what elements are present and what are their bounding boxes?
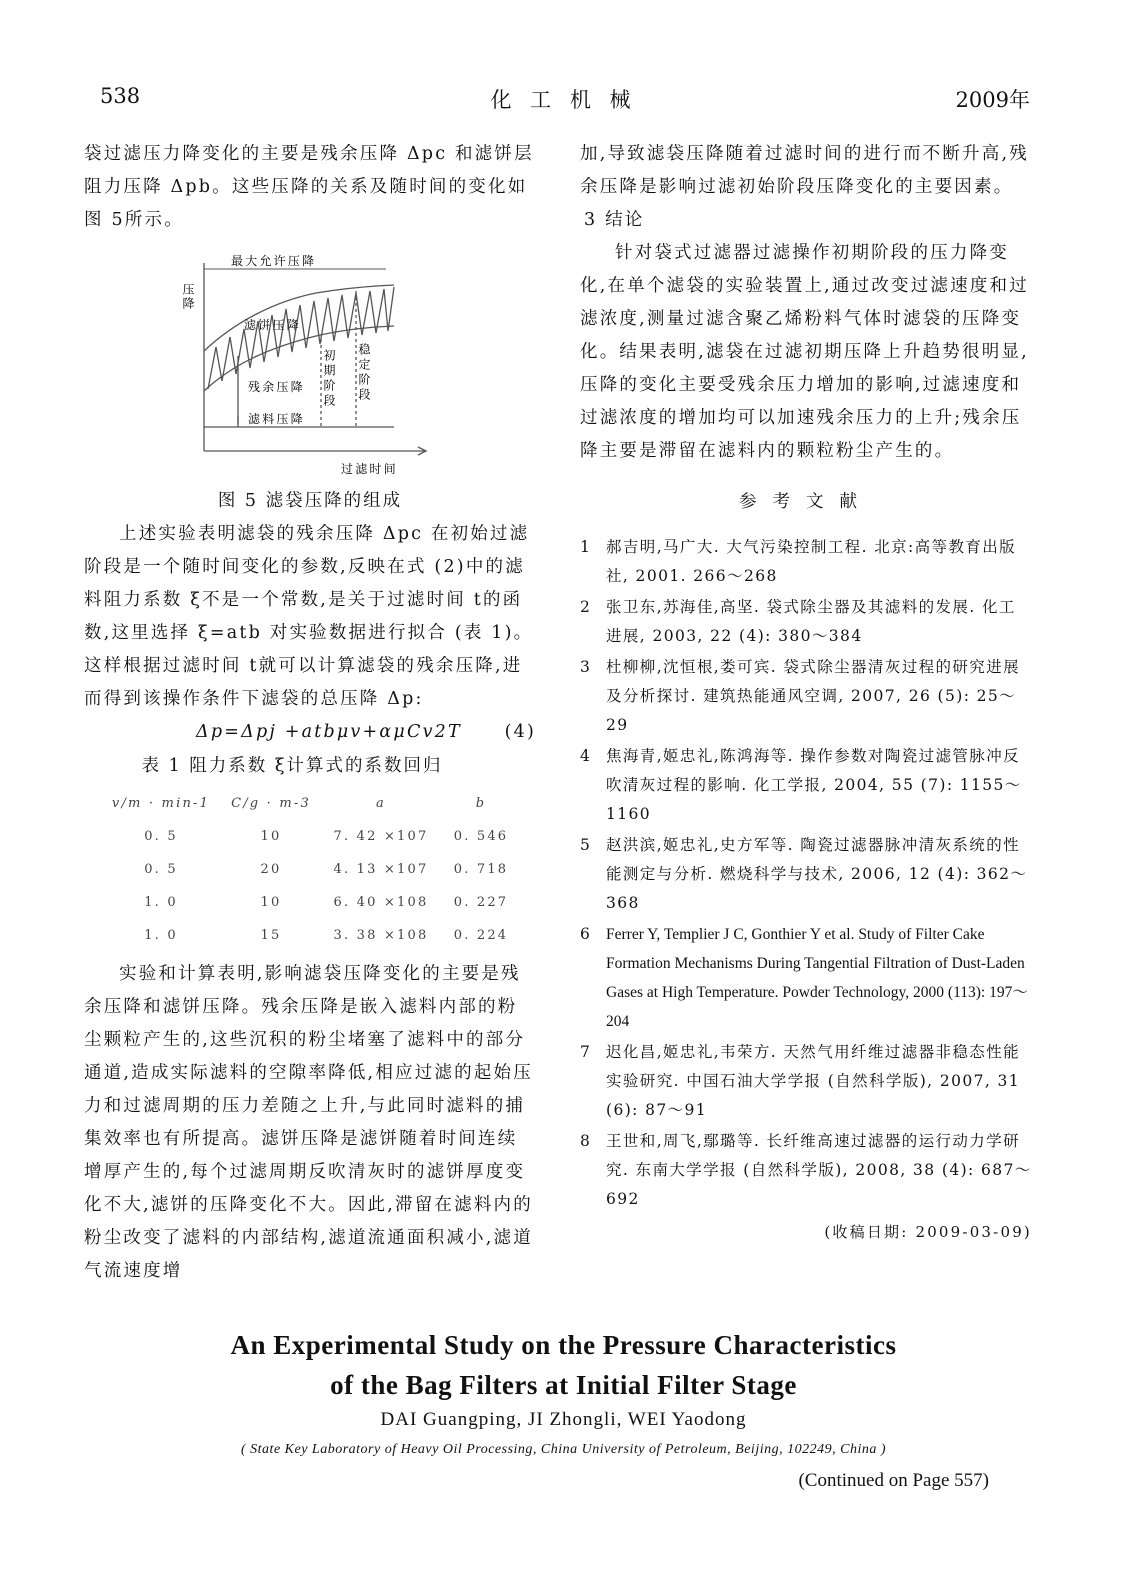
coefficient-table (106, 787, 526, 952)
english-title-line1: An Experimental Study on the Pressure Characteristics (230, 1330, 897, 1360)
page-number: 538 (100, 84, 141, 108)
reference-number: 6 (580, 925, 592, 943)
header-a: a (376, 796, 386, 811)
cell-b: 0. 224 (453, 928, 509, 943)
reference-item (580, 653, 1032, 740)
cell-v: 0. 5 (144, 829, 178, 844)
section-heading: 3 结论 (584, 210, 645, 230)
reference-text: 杜柳柳,沈恒根,娄可宾. 袋式除尘器清灰过程的研究进展及分析探讨. 建筑热能通风空调, 2007, 26 (5): 25～29 (606, 658, 1021, 734)
cell-a: 7. 42 ×107 (333, 829, 429, 844)
y-axis-label: 压降 (181, 283, 195, 311)
paragraph-2: 上述实验表明滤袋的残余压降 Δpc 在初始过滤阶段是一个随时间变化的参数,反映在式 (2)中的滤料阻力系数 ξ不是一个常数,是关于过滤时间 t的函数,这里选择 ξ=atb 对实验数据进行拟合 (表 1)。这样根据过滤时间 t就可以计算滤袋的残余压降,进而得到该操作条件下滤袋的总压降 Δp: (84, 524, 534, 709)
header-v: v/m · min-1 (111, 796, 211, 811)
reference-item (580, 920, 1032, 1036)
cell-v: 1. 0 (144, 895, 178, 910)
reference-text: 焦海青,姬忠礼,陈鸿海等. 操作参数对陶瓷过滤管脉冲反吹清灰过程的影响. 化工学报, 2004, 55 (7): 1155～1160 (606, 747, 1022, 823)
table-header-row (106, 787, 526, 820)
cell-c: 15 (260, 928, 282, 943)
reference-number: 4 (580, 747, 592, 765)
reference-number: 2 (580, 598, 592, 616)
table-title: 表 1 阻力系数 ξ计算式的系数回归 (141, 756, 443, 776)
conclusion-paragraph: 针对袋式过滤器过滤操作初期阶段的压力降变化,在单个滤袋的实验装置上,通过改变过滤速度和过滤浓度,测量过滤含聚乙烯粉料气体时滤袋的压降变化。结果表明,滤袋在过滤初期压降上升趋势很明显,压降的变化主要受残余压力增加的影响,过滤速度和过滤浓度的增加均可以加速残余压力的上升;残余压降主要是滞留在滤料内的颗粒粉尘产生的。 (580, 243, 1029, 461)
cell-v: 1. 0 (144, 928, 178, 943)
cell-a: 3. 38 ×108 (333, 928, 429, 943)
reference-number: 7 (580, 1043, 592, 1061)
reference-number: 5 (580, 836, 592, 854)
header-b: b (475, 796, 487, 811)
cell-c: 10 (260, 829, 282, 844)
equation-row (84, 716, 536, 750)
cake-label: 滤饼压降 (244, 318, 301, 332)
reference-text: 赵洪滨,姬忠礼,史方军等. 陶瓷过滤器脉冲清灰系统的性能测定与分析. 燃烧科学与技术, 2006, 12 (4): 362～368 (606, 836, 1028, 912)
cell-c: 20 (260, 862, 282, 877)
year: 2009年 (955, 88, 1030, 112)
table-row (106, 919, 526, 952)
initial-stage-label: 初期阶段 (322, 349, 336, 409)
cell-b: 0. 227 (453, 895, 509, 910)
media-label: 滤料压降 (248, 412, 305, 426)
references-heading: 参考文献 (739, 492, 873, 512)
paragraph-3: 实验和计算表明,影响滤袋压降变化的主要是残余压降和滤饼压降。残余压降是嵌入滤料内部的粉尘颗粒产生的,这些沉积的粉尘堵塞了滤料中的部分通道,造成实际滤料的空隙率降低,相应过滤的起始压力和过滤周期的压力差随之上升,与此同时滤料的捕集效率也有所提高。滤饼压降是滤饼随着时间连续增厚产生的,每个过滤周期反吹清灰时的滤饼厚度变化不大,滤饼的压降变化不大。因此,滞留在滤料内的粉尘改变了滤料的内部结构,滤道流通面积减小,滤道气流速度增 (84, 964, 533, 1281)
reference-number: 3 (580, 658, 592, 676)
cell-v: 0. 5 (144, 862, 178, 877)
max-label: 最大允许压降 (231, 254, 317, 268)
reference-text: 迟化昌,姬忠礼,韦荣方. 天然气用纤维过滤器非稳态性能实验研究. 中国石油大学学报 (自然科学版), 2007, 31 (6): 87～91 (606, 1043, 1021, 1119)
header-c: C/g · m-3 (231, 796, 311, 811)
table-row (106, 820, 526, 853)
figure-caption: 图 5 滤袋压降的组成 (217, 491, 403, 511)
right-column (580, 138, 1032, 1249)
table-row (106, 886, 526, 919)
reference-text: 张卫东,苏海佳,高坚. 袋式除尘器及其滤料的发展. 化工进展, 2003, 22 (4): 380～384 (606, 598, 1016, 645)
pressure-drop-diagram (176, 251, 436, 479)
residual-label: 残余压降 (248, 380, 305, 394)
table-row (106, 853, 526, 886)
cell-b: 0. 718 (453, 862, 509, 877)
reference-text: 郝吉明,马广大. 大气污染控制工程. 北京:高等教育出版社, 2001. 266～268 (606, 538, 1017, 585)
x-axis-label: 过滤时间 (341, 462, 398, 476)
reference-text: Ferrer Y, Templier J C, Gonthier Y et al. Study of Filter Cake Formation Mechanisms During Tangential Filtration of Dust-Laden Gases at High Temperature. Powder Technology, 2000 (113): 197～204 (606, 926, 1028, 1030)
intro-paragraph: 袋过滤压力降变化的主要是残余压降 Δpc 和滤饼层阻力压降 Δpb。这些压降的关系及随时间的变化如图 5所示。 (84, 144, 534, 230)
figure-5 (176, 251, 536, 479)
received-date: (收稿日期: 2009-03-09) (824, 1223, 1032, 1241)
equation-4: Δp=Δpj +atbμv+αμCv2T (196, 722, 462, 742)
reference-number: 8 (580, 1132, 592, 1150)
affiliation: ( State Key Laboratory of Heavy Oil Processing, China University of Petroleum, Beijing, 102249, China ) (241, 1442, 886, 1457)
cell-b: 0. 546 (453, 829, 509, 844)
reference-item (580, 742, 1032, 829)
reference-item (580, 831, 1032, 918)
reference-item (580, 1038, 1032, 1125)
cell-c: 10 (260, 895, 282, 910)
stable-stage-label: 稳定阶段 (357, 343, 371, 403)
reference-item (580, 533, 1032, 591)
cell-a: 6. 40 ×108 (333, 895, 429, 910)
reference-number: 1 (580, 538, 592, 556)
left-column (84, 138, 536, 1288)
continuation-paragraph: 加,导致滤袋压降随着过滤时间的进行而不断升高,残余压降是影响过滤初始阶段压降变化的主要因素。 (580, 144, 1029, 197)
reference-item (580, 593, 1032, 651)
journal-name: 化 工 机 械 (490, 88, 637, 112)
authors: DAI Guangping, JI Zhongli, WEI Yaodong (380, 1409, 747, 1430)
cell-a: 4. 13 ×107 (333, 862, 429, 877)
english-title-line2: of the Bag Filters at Initial Filter Stage (330, 1370, 797, 1400)
equation-number: (4) (504, 722, 536, 742)
continued-note: (Continued on Page 557) (798, 1470, 989, 1491)
reference-item (580, 1127, 1032, 1214)
reference-text: 王世和,周飞,鄢璐等. 长纤维高速过滤器的运行动力学研究. 东南大学学报 (自然科学版), 2008, 38 (4): 687～692 (606, 1132, 1032, 1208)
